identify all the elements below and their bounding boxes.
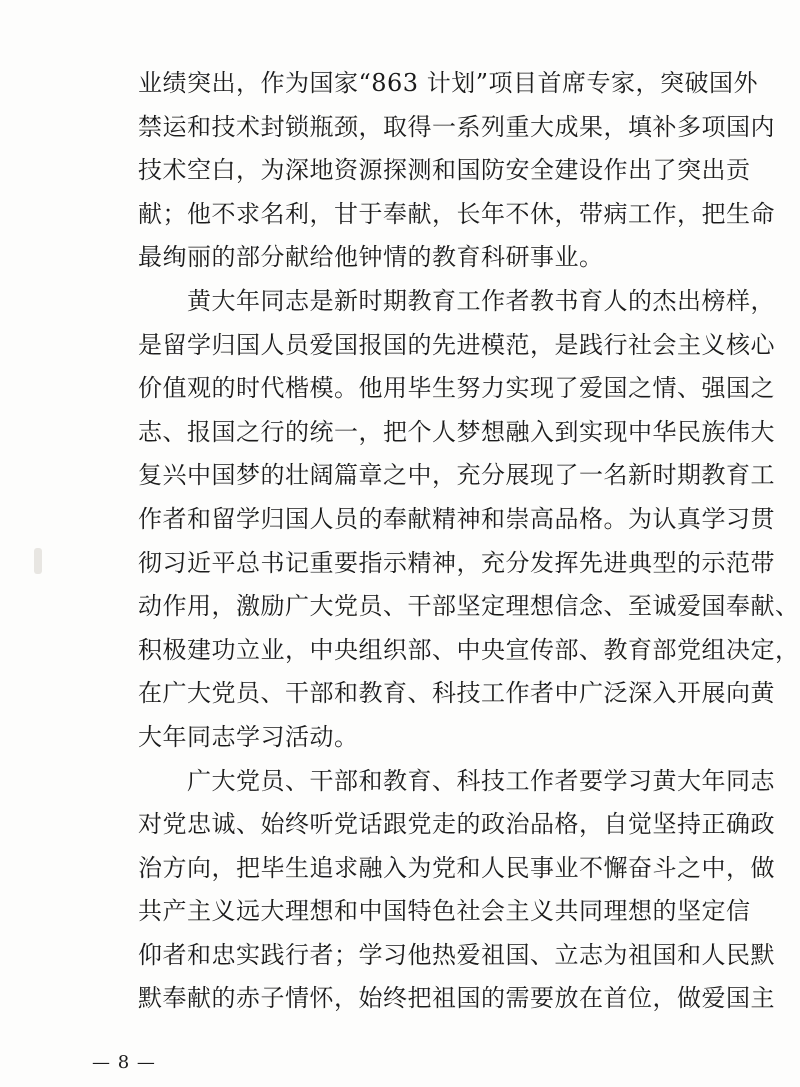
text-line: 最绚丽的部分献给他钟情的教育科研事业。 <box>138 243 604 272</box>
body-text <box>138 62 800 1021</box>
text-line: 动作用，激励广大党员、干部坚定理想信念、至诚爱国奉献、 <box>138 592 800 621</box>
text-line: 共产主义远大理想和中国特色社会主义共同理想的坚定信 <box>138 897 751 926</box>
text-line: 仰者和忠实践行者；学习他热爱祖国、立志为祖国和人民默 <box>138 940 775 969</box>
text-line: 积极建功立业，中央组织部、中央宣传部、教育部党组决定， <box>138 635 800 664</box>
text-line: 大年同志学习活动。 <box>138 722 359 751</box>
text-line: 复兴中国梦的壮阔篇章之中，充分展现了一名新时期教育工 <box>138 461 775 490</box>
binding-mark <box>34 548 42 574</box>
text-line: 作者和留学归国人员的奉献精神和崇高品格。为认真学习贯 <box>138 504 775 533</box>
text-line: 志、报国之行的统一，把个人梦想融入到实现中华民族伟大 <box>138 417 775 446</box>
text-line: 技术空白，为深地资源探测和国防安全建设作出了突出贡 <box>138 156 751 185</box>
text-line: 献；他不求名利，甘于奉献，长年不休，带病工作，把生命 <box>138 199 775 228</box>
text-line: 是留学归国人员爱国报国的先进模范，是践行社会主义核心 <box>138 330 775 359</box>
text-line: 彻习近平总书记重要指示精神，充分发挥先进典型的示范带 <box>138 548 775 577</box>
text-line: 广大党员、干部和教育、科技工作者要学习黄大年同志 <box>138 766 775 795</box>
text-line: 业绩突出，作为国家“863 计划”项目首席专家，突破国外 <box>138 69 758 97</box>
text-line: 禁运和技术封锁瓶颈，取得一系列重大成果，填补多项国内 <box>138 112 775 141</box>
text-line: 在广大党员、干部和教育、科技工作者中广泛深入开展向黄 <box>138 679 775 708</box>
page-number: — 8 — <box>92 1052 156 1073</box>
text-line: 默奉献的赤子情怀，始终把祖国的需要放在首位，做爱国主 <box>138 984 775 1013</box>
text-line: 黄大年同志是新时期教育工作者教书育人的杰出榜样， <box>138 286 775 315</box>
text-line: 治方向，把毕生追求融入为党和人民事业不懈奋斗之中，做 <box>138 853 775 882</box>
text-line: 价值观的时代楷模。他用毕生努力实现了爱国之情、强国之 <box>138 374 775 403</box>
text-line: 对党忠诚、始终听党话跟党走的政治品格，自觉坚持正确政 <box>138 810 775 839</box>
